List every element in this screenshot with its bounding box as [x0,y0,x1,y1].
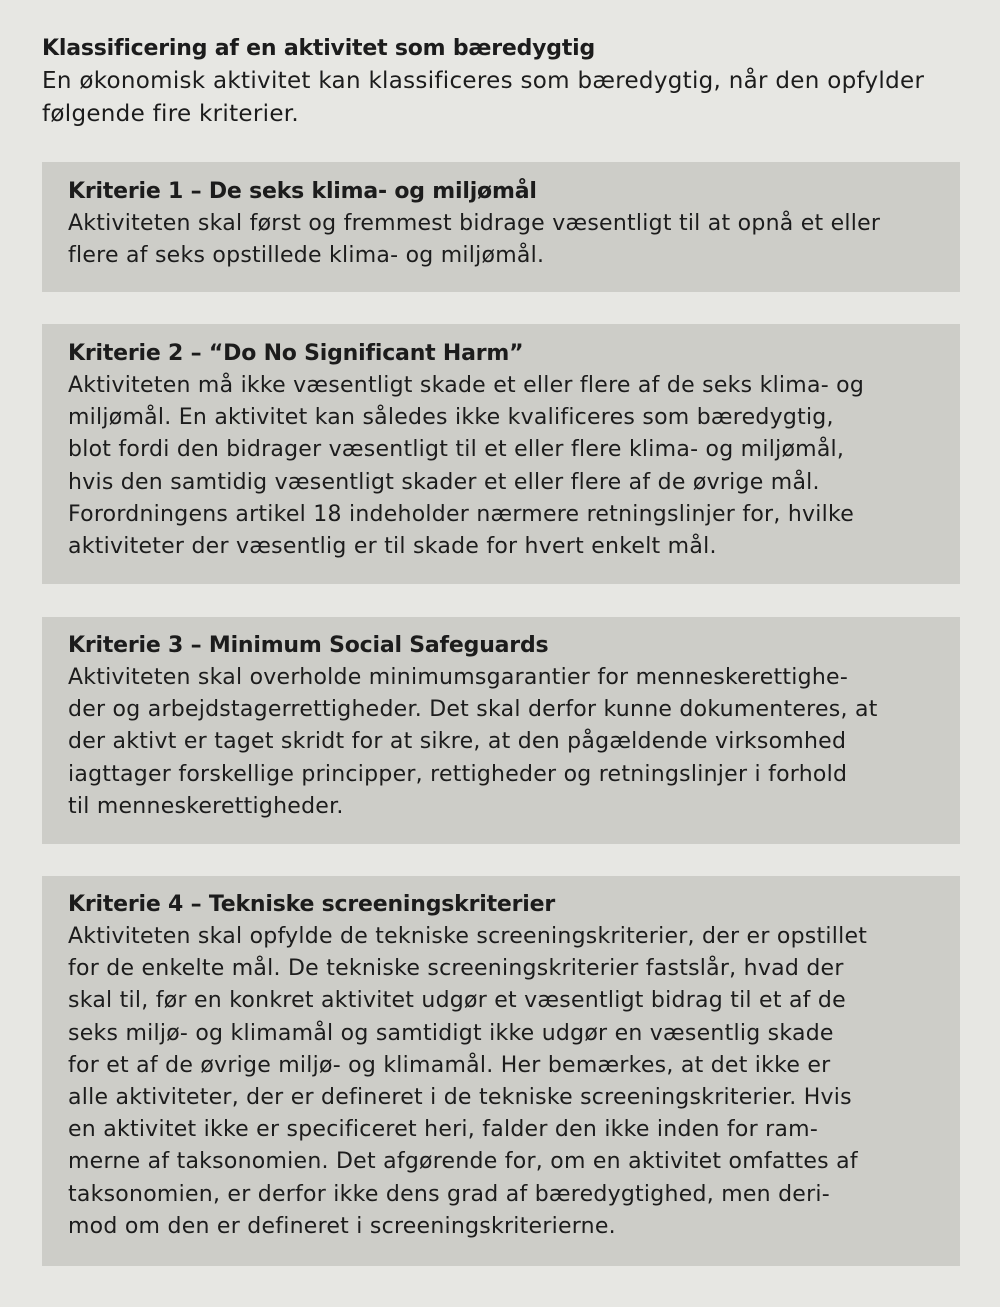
text-line: merne af taksonomien. Det afgørende for, om en aktivitet omfattes af [68,1149,858,1175]
criterion-1-title: Kriterie 1 – De seks klima- og miljømål [68,179,537,204]
criterion-1-box [42,162,960,292]
text-line: miljømål. En aktivitet kan således ikke kvalificeres som bæredygtig, [68,405,834,431]
text-line: flere af seks opstillede klima- og miljømål. [68,243,545,269]
text-line: for de enkelte mål. De tekniske screeningskriterier fastslår, hvad der [68,956,844,982]
intro-line: følgende fire kriterier. [42,101,300,127]
text-line: alle aktiviteter, der er defineret i de tekniske screeningskriterier. Hvis [68,1085,852,1111]
criterion-4-box [42,876,960,1266]
text-line: taksonomien, er derfor ikke dens grad af bæredygtighed, men deri- [68,1181,830,1207]
criterion-3-box [42,617,960,844]
text-line: Aktiviteten skal overholde minimumsgarantier for menneskerettighe- [68,665,849,690]
intro-line: En økonomisk aktivitet kan klassificeres som bæredygtig, når den opfylder [42,68,925,94]
text-line: for et af de øvrige miljø- og klimamål. Her bemærkes, at det ikke er [68,1052,831,1078]
text-line: aktiviteter der væsentlig er til skade for hvert enkelt mål. [68,534,717,560]
criterion-4-text [68,921,934,1243]
text-line: mod om den er defineret i screeningskriterierne. [68,1213,616,1239]
text-line: Aktiviteten skal opfylde de tekniske screeningskriterier, der er opstillet [68,924,868,949]
criterion-3-text [68,662,934,823]
criterion-2-text [68,370,934,563]
text-line: Aktiviteten må ikke væsentligt skade et eller flere af de seks klima- og [68,373,865,398]
intro-text [42,65,972,131]
text-line: seks miljø- og klimamål og samtidigt ikke udgør en væsentlig skade [68,1020,834,1046]
criterion-1-text [68,208,934,272]
text-line: der og arbejdstagerrettigheder. Det skal derfor kunne dokumenteres, at [68,697,878,723]
text-line: en aktivitet ikke er specificeret heri, falder den ikke inden for ram- [68,1117,819,1143]
text-line: Forordningens artikel 18 indeholder nærmere retningslinjer for, hvilke [68,501,855,527]
text-line: hvis den samtidig væsentligt skader et eller flere af de øvrige mål. [68,469,820,495]
text-line: der aktivt er taget skridt for at sikre, at den pågældende virksomhed [68,729,847,755]
text-line: blot fordi den bidrager væsentligt til et eller flere klima- og miljømål, [68,437,845,463]
criterion-3-title: Kriterie 3 – Minimum Social Safeguards [68,633,549,658]
intro-section [42,33,972,131]
text-line: skal til, før en konkret aktivitet udgør et væsentligt bidrag til et af de [68,988,846,1014]
text-line: til menneskerettigheder. [68,793,344,819]
criterion-4-title: Kriterie 4 – Tekniske screeningskriterier [68,892,555,917]
text-line: iagttager forskellige principper, rettigheder og retningslinjer i forhold [68,761,848,787]
criterion-2-box [42,324,960,584]
text-line: Aktiviteten skal først og fremmest bidrage væsentligt til at opnå et eller [68,211,881,236]
criterion-2-title: Kriterie 2 – “Do No Significant Harm” [68,341,524,366]
page-title: Klassificering af en aktivitet som bæredygtig [42,36,596,61]
